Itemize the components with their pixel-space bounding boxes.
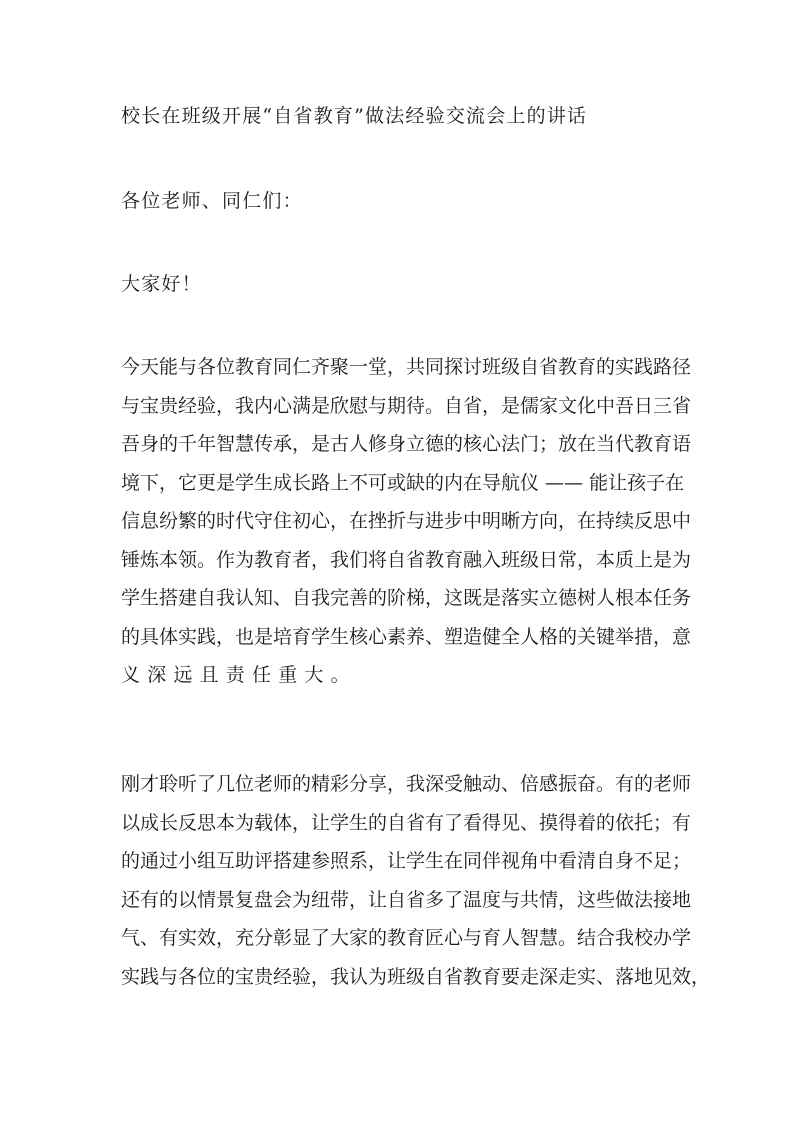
paragraph-line: 实践与各位的宝贵经验，我认为班级自省教育要走深走实、落地见效，	[121, 965, 711, 988]
paragraph-line: 刚才聆听了几位老师的精彩分享，我深受触动、倍感振奋。有的老师	[121, 773, 692, 795]
greeting: 大家好！	[121, 273, 202, 295]
paragraph-line: 以成长反思本为载体，让学生的自省有了看得见、摸得着的依托；有	[121, 811, 692, 834]
paragraph-1	[121, 348, 692, 695]
document-title: 校长在班级开展“自省教育”做法经验交流会上的讲话	[121, 105, 588, 127]
paragraph-line: 义深远且责任重大。	[121, 664, 357, 686]
paragraph-line: 锤炼本领。作为教育者，我们将自省教育融入班级日常，本质上是为	[121, 548, 692, 571]
paragraph-line: 境下，它更是学生成长路上不可或缺的内在导航仪 —— 能让孩子在	[121, 471, 685, 494]
paragraph-line: 信息纷繁的时代守住初心，在挫折与进步中明晰方向，在持续反思中	[121, 510, 692, 532]
paragraph-line: 今天能与各位教育同仁齐聚一堂，共同探讨班级自省教育的实践路径	[121, 356, 692, 378]
paragraph-line: 的通过小组互助评搭建参照系，让学生在同伴视角中看清自身不足；	[121, 850, 692, 872]
paragraph-line: 学生搭建自我认知、自我完善的阶梯，这既是落实立德树人根本任务	[121, 587, 692, 609]
paragraph-line: 气、有实效，充分彰显了大家的教育匠心与育人智慧。结合我校办学	[121, 927, 692, 949]
salutation: 各位老师、同仁们：	[121, 190, 303, 212]
paragraph-2	[121, 765, 711, 996]
paragraph-line: 与宝贵经验，我内心满是欣慰与期待。自省，是儒家文化中吾日三省	[121, 394, 692, 417]
paragraph-line: 还有的以情景复盘会为纽带，让自省多了温度与共情，这些做法接地	[121, 888, 692, 911]
paragraph-line: 的具体实践，也是培育学生核心素养、塑造健全人格的关键举措，意	[121, 625, 692, 648]
paragraph-line: 吾身的千年智慧传承，是古人修身立德的核心法门；放在当代教育语	[121, 433, 692, 455]
